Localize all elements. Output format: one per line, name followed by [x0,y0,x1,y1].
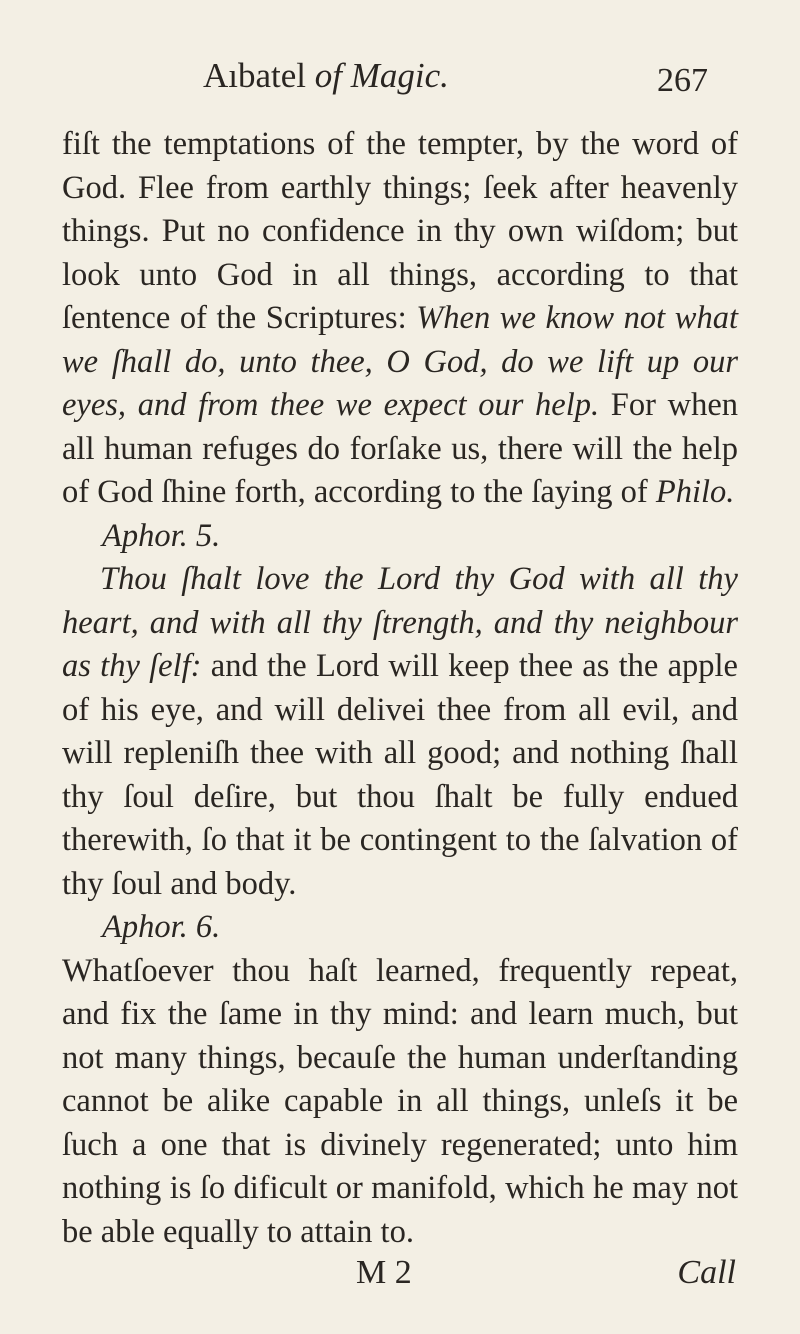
page-number: 267 [657,62,708,99]
running-title-roman: Aıbatel [203,56,307,95]
paragraph-2-text: and the Lord will keep thee as the apple of his eye, and will delivei thee from all evil, and will repleniſh thee with all good; and nothing ſhall thy ſoul deſire, but thou ſhalt be fully endued therewith, ſo that it be contingent to the ſalvation of thy ſoul and body. [62,648,738,902]
catchword: Call [677,1254,736,1291]
aphorism-6-heading: Aphor. 6. [102,909,221,945]
paragraph-3: Whatſoever thou haſt learned, frequently repeat, and fix the ſame in thy mind: and learn much, but not many things, becauſe the human underſtanding cannot be alike capable in all things, unleſs it be ſuch a one that is divinely regenerated; unto him nothing is ſo dificult or manifold, which he may not be able equally to attain to. [62,952,738,1250]
scripture-quote: When we know not what we ſhall do, unto thee, O God, do we lift up our eyes, and from thee we expect our help. [62,300,738,423]
aphorism-5-heading: Aphor. 5. [102,517,221,554]
running-title-italic: of Magic. [314,56,449,95]
paragraph-2 [62,558,738,906]
running-header [175,50,708,110]
philo-name: Philo. [655,474,735,510]
running-title [203,56,449,96]
paragraph-1-text: fiſt the temptations of the tempter, by the word of God. Flee from earthly things; ſeek after heavenly things. Put no confidence in thy own wiſdom; but look unto God in all things, according to that ſentence of the Scriptures: [62,126,738,336]
paragraph-1 [62,123,738,515]
page-footer [0,1250,800,1300]
signature-mark: M 2 [356,1254,412,1291]
body-text [62,123,738,1254]
paragraph-1-text-cont: For when all human refuges do forſake us, there will the help of God ſhine forth, according to the ſaying of [62,387,738,510]
commandment-quote: Thou ſhalt love the Lord thy God with all thy heart, and with all thy ſtrength, and thy neighbour as thy ſelf: [62,561,738,684]
